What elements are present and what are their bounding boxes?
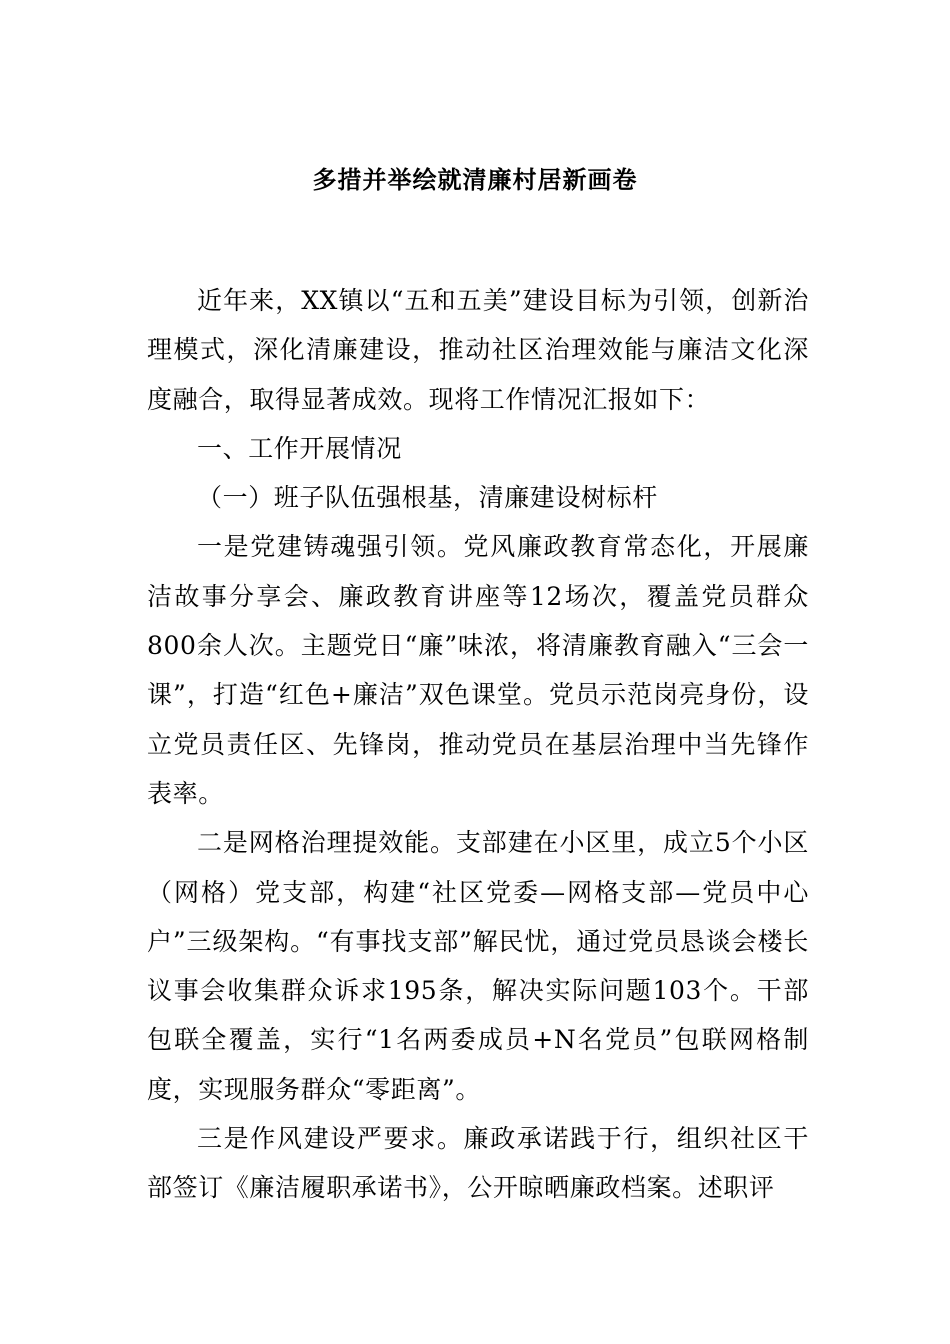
document-title: 多措并举绘就清廉村居新画卷 — [312, 165, 638, 194]
section-heading: 一、工作开展情况 — [197, 433, 402, 463]
document-body — [147, 276, 809, 1213]
paragraph-party-building: 一是党建铸魂强引领。党风廉政教育常态化，开展廉洁故事分享会、廉政教育讲座等12场次，覆盖党员群众800余人次。主题党日“廉”味浓，将清廉教育融入“三会一课”，打造“红色+廉洁”双色课堂。党员示范岗亮身份，设立党员责任区、先锋岗，推动党员在基层治理中当先锋作表率。 — [147, 532, 809, 808]
subsection-heading: （一）班子队伍强根基，清廉建设树标杆 — [197, 483, 658, 513]
paragraph-work-style: 三是作风建设严要求。廉政承诺践于行，组织社区干部签订《廉洁履职承诺书》，公开晾晒廉政档案。述职评 — [147, 1124, 809, 1203]
paragraph-grid-governance: 二是网格治理提效能。支部建在小区里，成立5个小区（网格）党支部，构建“社区党委—网格支部—党员中心户”三级架构。“有事找支部”解民忧，通过党员恳谈会楼长议事会收集群众诉求195条，解决实际问题103个。干部包联全覆盖，实行“1名两委成员+N名党员”包联网格制度，实现服务群众“零距离”。 — [147, 828, 809, 1104]
intro-paragraph: 近年来，XX镇以“五和五美”建设目标为引领，创新治理模式，深化清廉建设，推动社区治理效能与廉洁文化深度融合，取得显著成效。现将工作情况汇报如下： — [147, 286, 809, 414]
